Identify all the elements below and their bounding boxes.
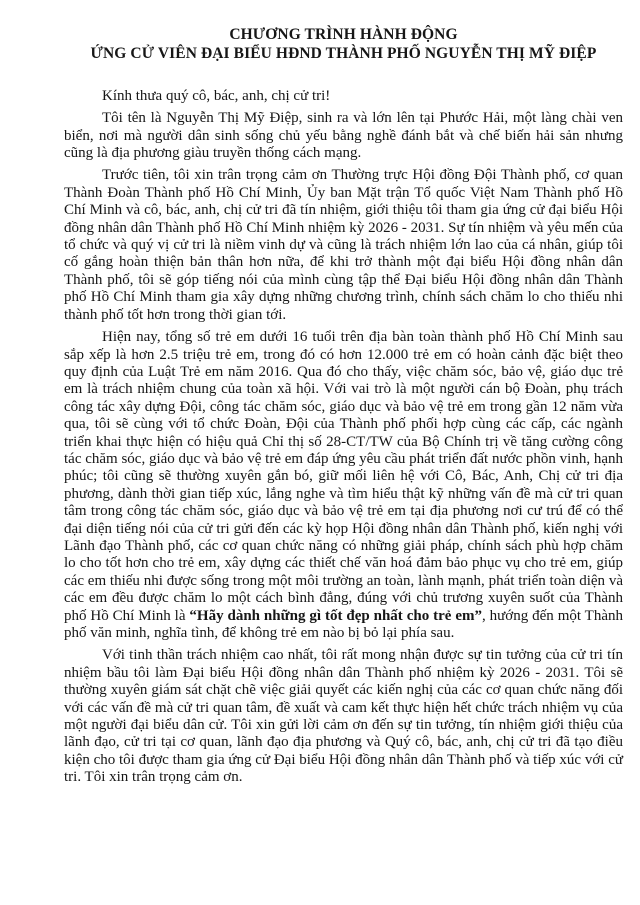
- action-plan-text-before-motto: Hiện nay, tổng số trẻ em dưới 16 tuổi trên địa bàn toàn thành phố Hồ Chí Minh sau sắp xếp là hơn 2.5 triệu trẻ em, trong đó có hơn 12.000 trẻ em có hoàn cảnh đặc biệt theo quy định của Luật Trẻ em năm 2016. Qua đó cho thấy, việc chăm sóc, bảo vệ, giáo dục trẻ em là trách nhiệm chung của toàn xã hội. Với vai trò là một người cán bộ Đoàn, phụ trách công tác xây dựng Đội, công tác chăm sóc, giáo dục và bảo vệ trẻ em trong gần 12 năm vừa qua, tôi sẽ cùng với tổ chức Đoàn, Đội của Thành phố phối hợp cùng các cấp, các ngành triển khai thực hiện có hiệu quả Chỉ thị số 28-CT/TW của Bộ Chính trị về tăng cường công tác chăm sóc, giáo dục và bảo vệ trẻ em đáp ứng yêu cầu phát triển đất nước phồn vinh, hạnh phúc; tôi cũng sẽ thường xuyên gắn bó, giữ mối liên hệ với Cô, Bác, Anh, Chị cử tri địa phương, dành thời gian tiếp xúc, lắng nghe và tìm hiểu thật kỹ những vấn đề mà cử tri quan tâm trong công tác chăm sóc, giáo dục và bảo vệ trẻ em tại địa phương nơi cư trú để có thể đại diện tiếng nói của cử tri gửi đến các kỳ họp Hội đồng nhân dân Thành phố, kiến nghị với Lãnh đạo Thành phố, các cơ quan chức năng có những giải pháp, chính sách phù hợp chăm lo cho tốt hơn cho trẻ em, xây dựng các thiết chế văn hoá đảm bảo phục vụ cho trẻ em, giúp các em thiếu nhi được sống trong một môi trường an toàn, lành mạnh, phát triển toàn diện và các em đều được chăm lo một cách bình đẳng, đúng với chủ trương xuyên suốt của Thành phố Hồ Chí Minh là: [64, 329, 624, 624]
- commitment-paragraph: Với tinh thần trách nhiệm cao nhất, tôi rất mong nhận được sự tin tưởng của cử tri tín nhiệm bầu tôi làm Đại biểu Hội đồng nhân dân Thành phố nhiệm kỳ 2026 - 2031. Tôi sẽ thường xuyên giám sát chặt chẽ việc giải quyết các kiến nghị của các cơ quan chức năng đối với các vấn đề mà cử tri quan tâm, đề xuất và cam kết thực hiện hết chức trách nhiệm vụ của một người đại biểu dân cử. Tôi xin gửi lời cảm ơn đến sự tin tưởng, tín nhiệm giới thiệu của lãnh đạo, cử tri tại cơ quan, lãnh đạo địa phương và Quý cô, bác, anh, chị cử tri đã tạo điều kiện cho tôi được tham gia ứng cử Đại biểu Hội đồng nhân dân Thành phố và tiếp xúc với cử tri. Tôi xin trân trọng cảm ơn.: [64, 647, 623, 786]
- document-title: [64, 26, 623, 64]
- salutation-paragraph: Kính thưa quý cô, bác, anh, chị cử tri!: [102, 87, 331, 104]
- intro-paragraph: Tôi tên là Nguyễn Thị Mỹ Điệp, sinh ra và lớn lên tại Phước Hải, một làng chài ven biển, nơi mà người dân sinh sống chủ yếu bằng nghề đánh bắt và chế biến hải sản nhưng cũng là địa phương giàu truyền thống cách mạng.: [64, 110, 623, 162]
- city-motto-bold-quote: “Hãy dành những gì tốt đẹp nhất cho trẻ em”: [189, 607, 482, 624]
- thanks-paragraph: Trước tiên, tôi xin trân trọng cảm ơn Thường trực Hội đồng Đội Thành phố, cơ quan Thành Đoàn Thành phố Hồ Chí Minh, Ủy ban Mặt trận Tổ quốc Việt Nam Thành phố Hồ Chí Minh và cô, bác, anh, chị cử tri đã tín nhiệm, giới thiệu tôi tham gia ứng cử đại biểu Hội đồng nhân dân Thành phố Hồ Chí Minh nhiệm kỳ 2026 - 2031. Sự tín nhiệm và yêu mến của tổ chức và quý vị cử tri là niềm vinh dự và cũng là trách nhiệm lớn lao của cá nhân, giúp tôi cố gắng hoàn thiện bản thân hơn nữa, để khi trở thành một đại biểu Hội đồng nhân dân Thành phố, tôi sẽ góp tiếng nói của mình cùng tập thể Đại biểu Hội đồng nhân dân Thành phố Hồ Chí Minh tham gia xây dựng những chương trình, chính sách chăm lo cho thiếu nhi thành phố tốt hơn trong thời gian tới.: [64, 167, 623, 323]
- title-line-2: ỨNG CỬ VIÊN ĐẠI BIỂU HĐND THÀNH PHỐ NGUYỄN THỊ MỸ ĐIỆP: [90, 44, 597, 62]
- title-line-1: CHƯƠNG TRÌNH HÀNH ĐỘNG: [229, 26, 458, 43]
- action-plan-text-after-motto: , hướng đến một Thành phố văn minh, nghĩa tình, để không trẻ em nào bị bỏ lại phía sau.: [64, 607, 623, 641]
- action-plan-paragraph: [64, 329, 623, 642]
